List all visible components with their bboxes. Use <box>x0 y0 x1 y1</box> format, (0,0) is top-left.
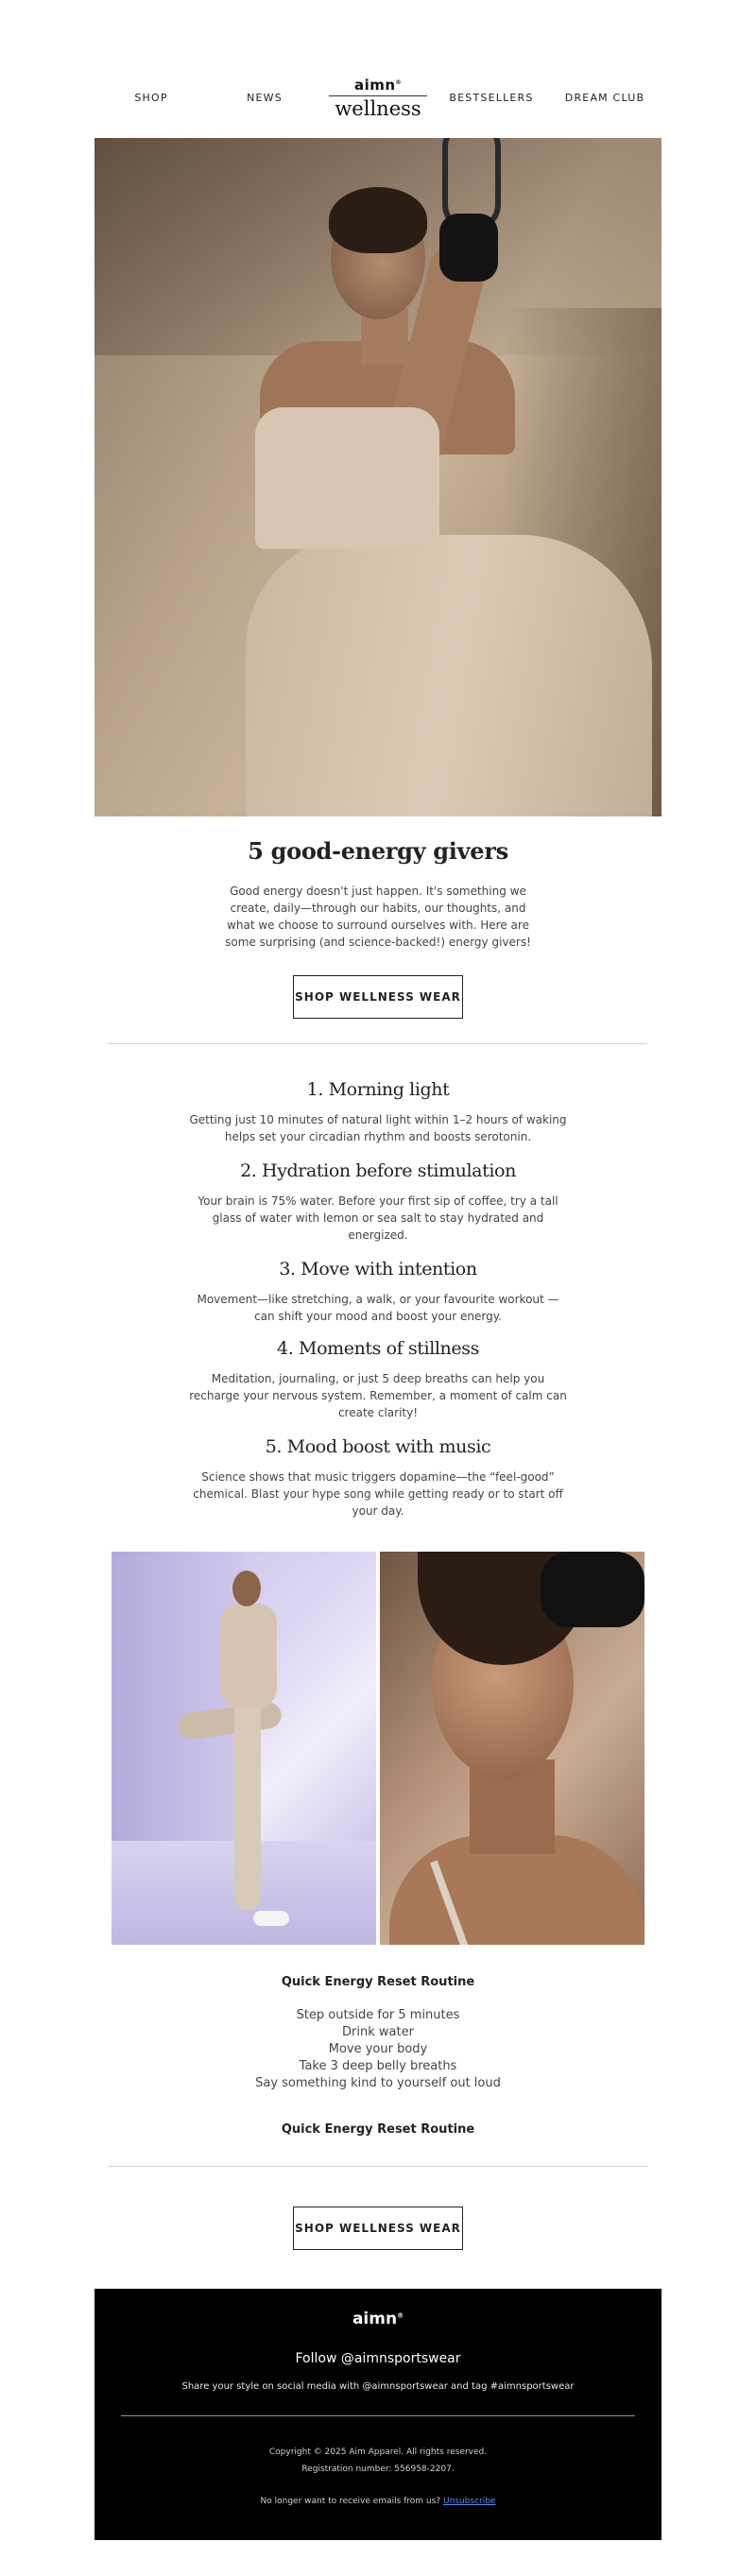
tip-text: Your brain is 75% water. Before your first sip of coffee, try a tall glass of water with lemon or sea salt to stay hydrated and energized. <box>198 1194 558 1242</box>
gallery-image-right[interactable] <box>380 1552 644 1945</box>
divider <box>109 2166 647 2167</box>
nav-bestsellers[interactable]: BESTSELLERS <box>449 91 534 104</box>
tip-text: Getting just 10 minutes of natural light within 1–2 hours of waking helps set your circadian rhythm and boosts serotonin. <box>189 1113 567 1143</box>
brand-logo[interactable] <box>321 76 435 119</box>
shop-wellness-button-bottom[interactable]: SHOP WELLNESS WEAR <box>293 2207 463 2250</box>
hero-hair <box>329 187 427 253</box>
tip-title: 1. Morning light <box>306 1079 450 1100</box>
gallery-image-left[interactable] <box>112 1552 376 1945</box>
logo-sub-text: wellness <box>335 97 421 120</box>
routine-title-secondary: Quick Energy Reset Routine <box>281 2122 475 2137</box>
routine-item: Say something kind to yourself out loud <box>255 2076 501 2090</box>
footer <box>94 2289 662 2540</box>
footer-divider <box>121 2415 635 2416</box>
model-glove <box>541 1552 644 1627</box>
hero-image[interactable] <box>94 138 662 816</box>
nav-news[interactable]: NEWS <box>247 91 283 104</box>
model-head <box>232 1571 261 1606</box>
model-body <box>220 1604 277 1708</box>
unsubscribe-prefix: No longer want to receive emails from us? <box>260 2497 441 2506</box>
model-shoe <box>253 1911 289 1926</box>
routine-item: Take 3 deep belly breaths <box>299 2059 457 2073</box>
nav-dream-club[interactable]: DREAM CLUB <box>564 91 645 104</box>
intro-text: Good energy doesn't just happen. It's something we create, daily—through our habits, our thoughts, and what we choose to surround ourselves with. Here are some surprising (and science-backed!) energy givers! <box>225 884 531 949</box>
follow-text[interactable]: Follow @aimnsportswear <box>295 2351 461 2366</box>
routine-item: Step outside for 5 minutes <box>296 2008 460 2022</box>
hero-legs <box>246 535 652 816</box>
tip-item <box>189 1077 567 1145</box>
page-title: 5 good-energy givers <box>248 837 508 865</box>
tip-title: 2. Hydration before stimulation <box>240 1160 516 1181</box>
tip-item <box>189 1336 567 1421</box>
tip-title: 3. Move with intention <box>279 1259 477 1279</box>
nav-shop[interactable]: SHOP <box>134 91 168 104</box>
routine-title: Quick Energy Reset Routine <box>281 1975 475 1989</box>
unsubscribe-line <box>94 2497 662 2506</box>
tip-title: 5. Mood boost with music <box>265 1436 491 1457</box>
hero-top <box>255 407 439 549</box>
tip-text: Meditation, journaling, or just 5 deep breaths can help you recharge your nervous system. Remember, a moment of calm can create clarity! <box>189 1372 567 1419</box>
logo-rule <box>329 95 427 96</box>
tip-item <box>189 1434 567 1520</box>
top-nav <box>94 74 662 121</box>
hero-glove <box>439 214 498 282</box>
tip-item <box>189 1159 567 1244</box>
model-leg <box>234 1693 261 1911</box>
tip-text: Movement—like stretching, a walk, or your favourite workout —can shift your mood and boost your energy. <box>197 1293 559 1323</box>
tip-item <box>189 1257 567 1325</box>
tip-text: Science shows that music triggers dopamine—the “feel-good” chemical. Blast your hype song while getting ready or to start off your day. <box>193 1470 563 1518</box>
unsubscribe-link[interactable]: Unsubscribe <box>442 2497 496 2506</box>
registration-text: Registration number: 556958-2207. <box>301 2464 455 2474</box>
divider <box>109 1043 647 1044</box>
copyright-text: Copyright © 2025 Aim Apparel. All rights reserved. <box>268 2447 488 2457</box>
shop-wellness-button[interactable]: SHOP WELLNESS WEAR <box>293 975 463 1019</box>
routine-item: Drink water <box>342 2025 414 2039</box>
footer-logo[interactable]: aimn® <box>352 2310 404 2328</box>
logo-brand-text: aimn® <box>353 77 403 94</box>
tip-title: 4. Moments of stillness <box>277 1338 479 1359</box>
share-text: Share your style on social media with @aimnsportswear and tag #aimnsportswear <box>181 2381 575 2392</box>
routine-item: Move your body <box>328 2042 428 2056</box>
routine-list <box>0 2007 756 2092</box>
